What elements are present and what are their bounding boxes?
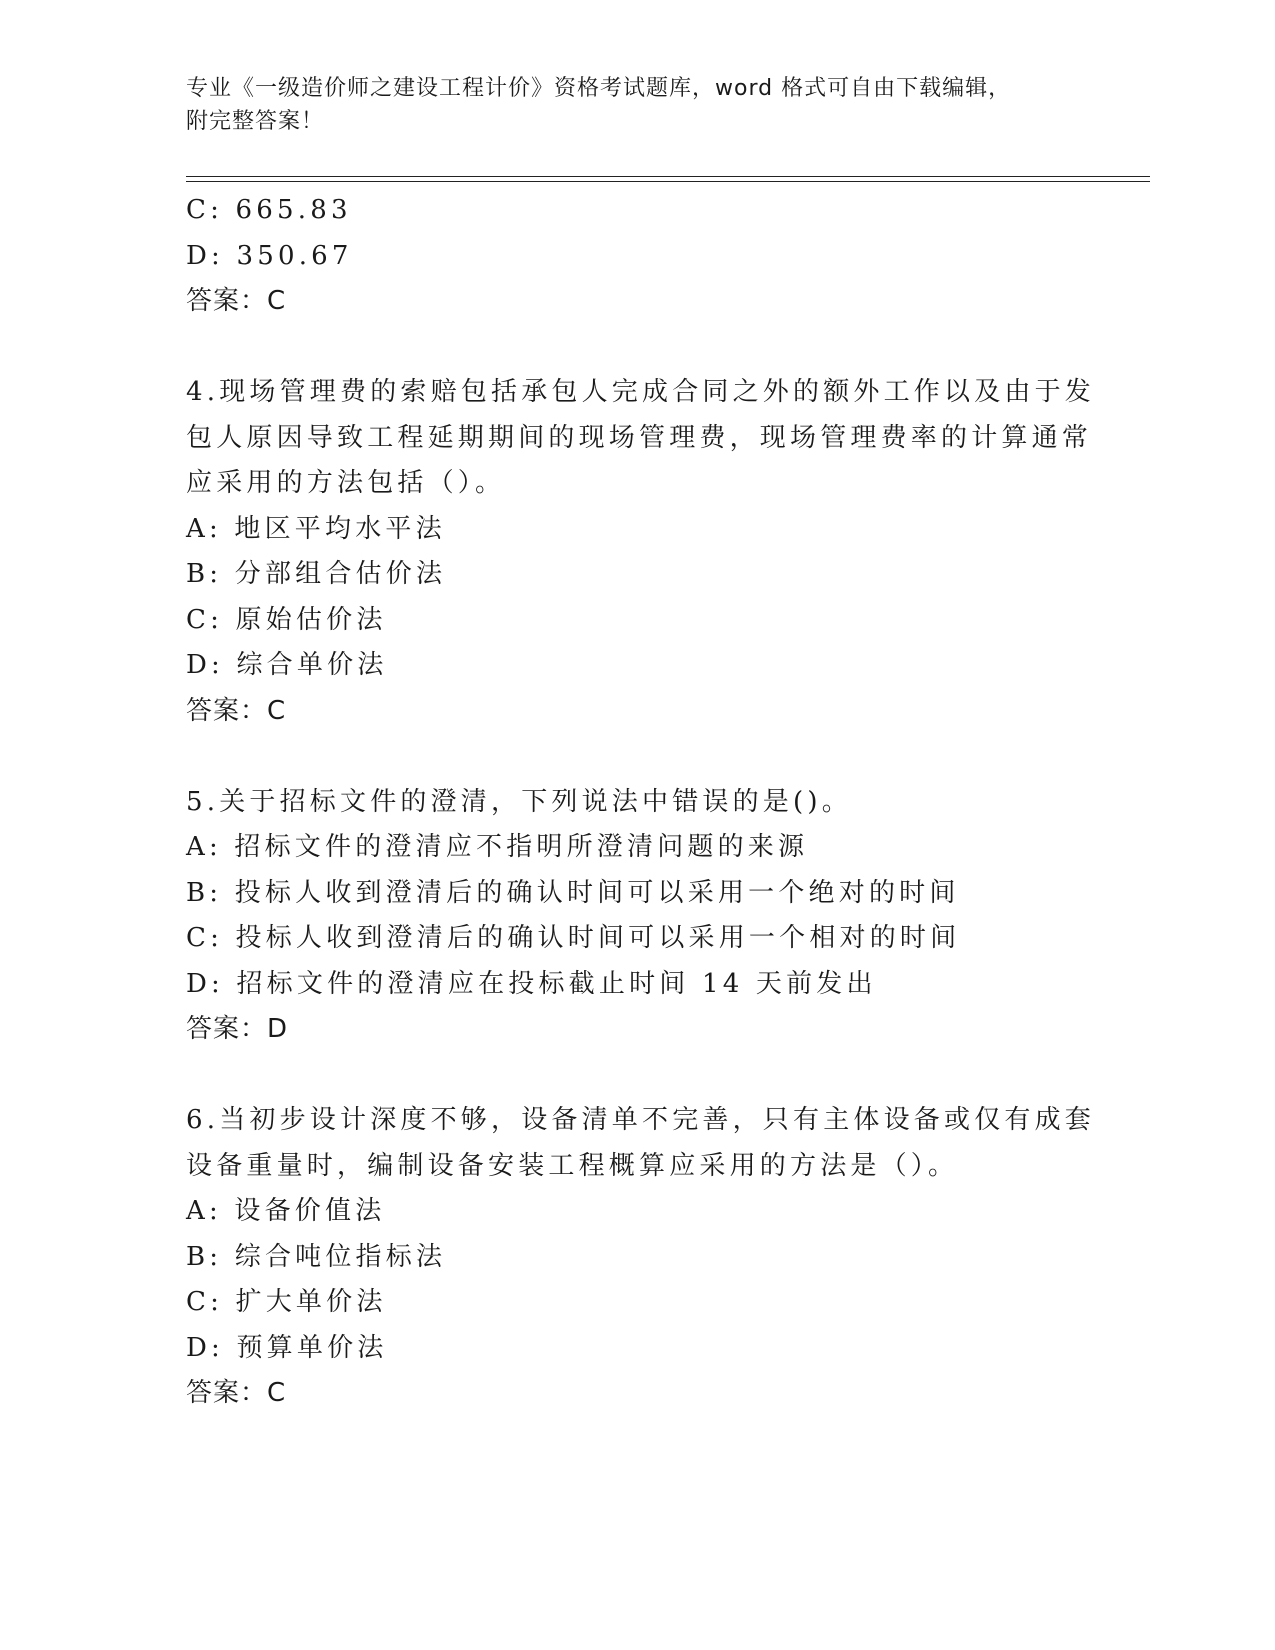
- header-line-2: 附完整答案！: [186, 109, 325, 134]
- question-6: [186, 1098, 1096, 1417]
- answer-line: 答案：C: [186, 286, 287, 316]
- question-stem-line: 设备重量时，编制设备安装工程概算应采用的方法是（）。: [186, 1150, 959, 1181]
- answer-line: 答案：D: [186, 1014, 289, 1044]
- option-a: A: 地区平均水平法: [186, 513, 446, 544]
- question-stem-line: 包人原因导致工程延期期间的现场管理费，现场管理费率的计算通常: [186, 422, 1093, 453]
- option-c: C: 扩大单价法: [186, 1287, 387, 1317]
- option-b: B: 分部组合估价法: [186, 559, 447, 589]
- option-a: A: 设备价值法: [186, 1196, 386, 1226]
- question-5: [186, 780, 1086, 1053]
- question-stem-line: 6.当初步设计深度不够，设备清单不完善，只有主体设备或仅有成套: [186, 1105, 1096, 1135]
- page-header: [186, 72, 1066, 138]
- option-d: D: 350.67: [186, 240, 353, 271]
- option-d: D: 综合单价法: [186, 650, 388, 680]
- header-divider-top: [186, 176, 1150, 177]
- question-3-tail: [186, 188, 1086, 325]
- question-list: [186, 188, 1096, 1417]
- header-divider-bottom: [186, 181, 1150, 182]
- option-b: B: 综合吨位指标法: [186, 1241, 447, 1272]
- option-c: C: 投标人收到澄清后的确认时间可以采用一个相对的时间: [186, 923, 961, 953]
- question-stem-line: 5.关于招标文件的澄清，下列说法中错误的是()。: [186, 786, 852, 817]
- option-c: C: 原始估价法: [186, 604, 387, 635]
- option-d: D: 预算单价法: [186, 1332, 388, 1363]
- option-c: C: 665.83: [186, 195, 352, 225]
- option-b: B: 投标人收到澄清后的确认时间可以采用一个绝对的时间: [186, 877, 960, 908]
- header-line-1: 专业《一级造价师之建设工程计价》资格考试题库，word 格式可自由下载编辑，: [186, 76, 1012, 101]
- answer-line: 答案：C: [186, 1378, 287, 1408]
- question-4: [186, 370, 1096, 734]
- answer-line: 答案：C: [186, 695, 287, 726]
- question-stem-line: 4.现场管理费的索赔包括承包人完成合同之外的额外工作以及由于发: [186, 377, 1096, 407]
- question-stem-line: 应采用的方法包括（）。: [186, 468, 506, 498]
- option-a: A: 招标文件的澄清应不指明所澄清问题的来源: [186, 832, 809, 862]
- option-d: D: 招标文件的澄清应在投标截止时间 14 天前发出: [186, 968, 877, 999]
